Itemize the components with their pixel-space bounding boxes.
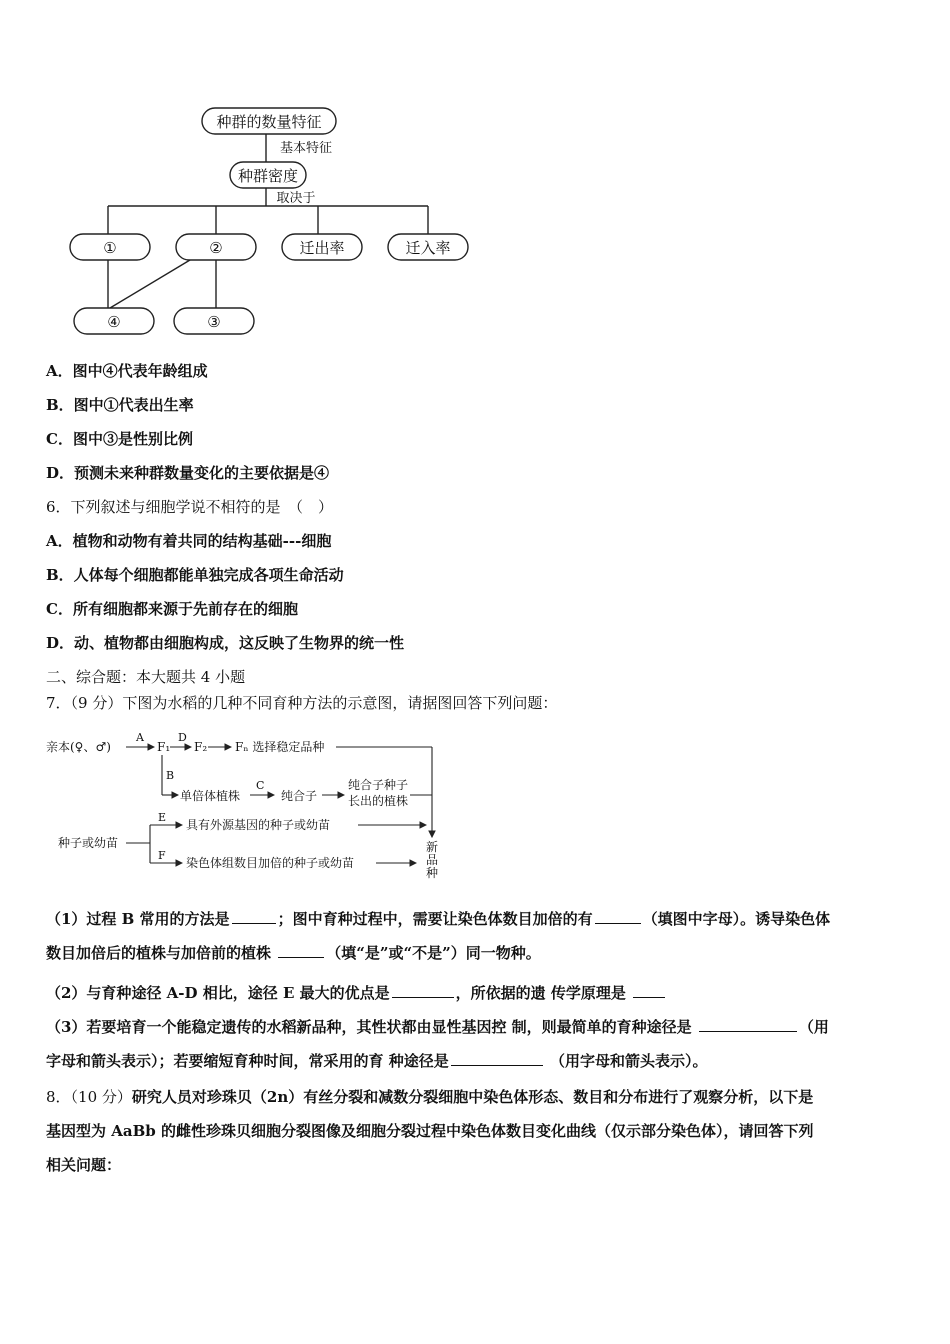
q7-p2-a: （2）与育种途径 A-D 相比，途径 E 最大的优点是 [46,984,390,1002]
breeding-parent: 亲本(♀、♂) [46,740,111,754]
breeding-letter-c: C [256,779,265,792]
q7-part2 [46,976,906,1010]
q6-option-b: B．人体每个细胞都能单独完成各项生命活动 [46,566,344,584]
q8-number: 8．（10 分） [46,1088,132,1106]
answer-blank[interactable] [232,909,276,924]
population-diagram [60,100,490,345]
q8-line3: 相关问题： [46,1156,122,1174]
breeding-doubled: 染色体组数目加倍的种子或幼苗 [186,856,355,870]
breeding-haploid: 单倍体植株 [180,789,241,803]
q7-p3-d: （用字母和箭头表示）。 [544,1052,708,1070]
q8-text-1: 研究人员对珍珠贝（2n）有丝分裂和减数分裂细胞中染色体形态、数目和分布进行了观察分析，以下是 [131,1088,814,1106]
q7-stem: 7．（9 分）下图为水稻的几种不同育种方法的示意图，请据图回答下列问题： [46,694,558,712]
q7-p2-b: ，所依据的遗 传学原理是 [455,984,632,1002]
section-heading: 二、综合题：本大题共 4 小题 [46,668,246,686]
answer-blank[interactable] [699,1017,797,1032]
breeding-pure: 纯合子 [281,789,318,803]
q5-option-b: B．图中①代表出生率 [46,396,194,414]
breeding-new-1: 新 [426,840,439,854]
label-population-features: 种群的数量特征 [216,113,322,131]
q8-line1 [46,1086,813,1107]
breeding-letter-a: A [136,731,144,744]
q5-option-d: D．预测未来种群数量变化的主要依据是④ [46,464,330,482]
q7-part1 [46,902,906,970]
answer-blank[interactable] [392,983,454,998]
breeding-pure-seed-1: 纯合子种子 [348,778,409,792]
breeding-new-2: 品 [426,853,439,867]
answer-blank[interactable] [451,1051,543,1066]
q7-p1-c: （填图中字母）。诱导染色体 [642,910,831,928]
q6-option-d: D．动、植物都由细胞构成，这反映了生物界的统一性 [46,634,405,652]
answer-blank[interactable] [278,943,324,958]
q7-p1-a: （1）过程 B 常用的方法是 [46,910,230,928]
breeding-letter-f: F [158,849,166,862]
breeding-f2: F₂ [194,740,208,754]
q7-p1-e: （填“是”或“不是”）同一物种。 [326,944,541,962]
breeding-letter-d: D [178,731,187,744]
breeding-letter-e: E [158,811,167,824]
breeding-new-3: 种 [426,866,439,880]
answer-blank[interactable] [633,983,665,998]
q7-p3-b: （用 [798,1018,829,1036]
label-depends-on: 取决于 [276,191,316,206]
label-immigration: 迁入率 [405,239,451,257]
q7-part3 [46,1010,906,1078]
label-1: ① [103,239,117,257]
breeding-fn: Fₙ 选择稳定品种 [235,740,325,754]
answer-blank[interactable] [595,909,641,924]
q6-option-a: A．植物和动物有着共同的结构基础---细胞 [46,532,332,550]
q6-option-c: C．所有细胞都来源于先前存在的细胞 [46,600,298,618]
q7-p3-a: （3）若要培育一个能稳定遗传的水稻新品种，其性状都由显性基因控 制，则最简单的育种途径是 [46,1018,697,1036]
breeding-diagram [40,725,460,885]
q6-stem: 6．下列叙述与细胞学说不相符的是 （ ） [46,498,334,516]
label-3: ③ [207,313,221,331]
breeding-pure-seed-2: 长出的植株 [348,794,409,808]
breeding-seed: 种子或幼苗 [58,836,119,850]
breeding-letter-b: B [166,769,175,782]
q7-p1-b: ；图中育种过程中，需要让染色体数目加倍的有 [277,910,593,928]
q5-option-c: C．图中③是性别比例 [46,430,193,448]
q8-line2: 基因型为 AaBb 的雌性珍珠贝细胞分裂图像及细胞分裂过程中染色体数目变化曲线（仅示部分染色体），请回答下列 [46,1122,814,1140]
label-population-density: 种群密度 [237,167,299,185]
label-2: ② [209,239,223,257]
q7-p1-d: 数目加倍后的植株与加倍前的植株 [46,944,277,962]
q5-option-a: A．图中④代表年龄组成 [46,362,208,380]
label-4: ④ [107,313,121,331]
q7-p3-c: 字母和箭头表示）；若要缩短育种时间，常采用的育 种途径是 [46,1052,449,1070]
label-basic-features: 基本特征 [279,141,333,156]
label-emigration: 迁出率 [299,239,345,257]
breeding-f1: F₁ [157,740,171,754]
breeding-foreign: 具有外源基因的种子或幼苗 [186,818,331,832]
